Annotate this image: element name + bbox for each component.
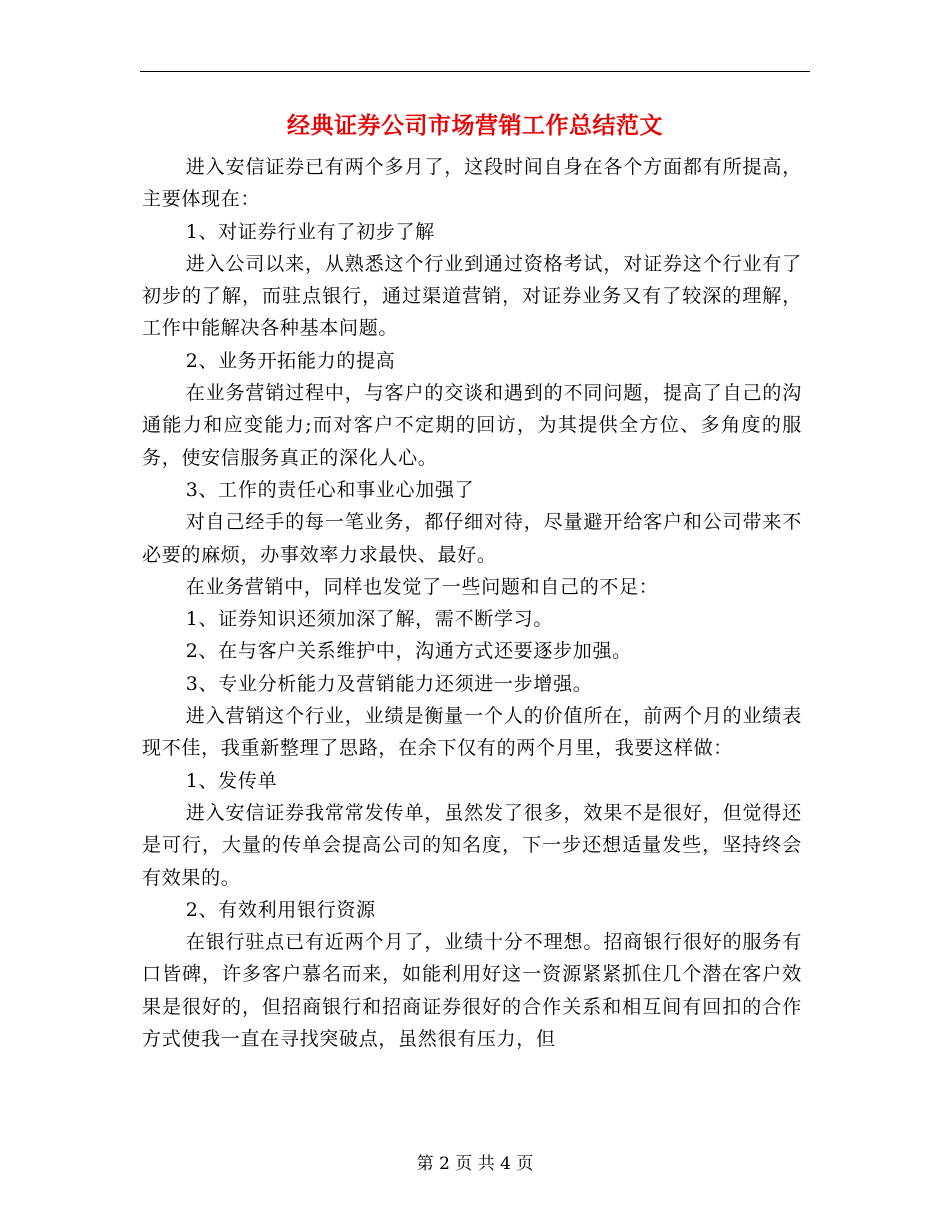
section-heading: 1、对证券行业有了初步了解: [185, 220, 435, 243]
section-heading: 2、业务开拓能力的提高: [185, 349, 396, 372]
document-title: 经典证券公司市场营销工作总结范文: [287, 113, 663, 139]
paragraph: 在业务营销过程中，与客户的交谈和遇到的不同问题，提高了自己的沟通能力和应变能力;而对客户不定期的回访，为其提供全方位、多角度的服务，使安信服务真正的深化人心。: [142, 382, 802, 469]
list-item: 1、证券知识还须加深了解，需不断学习。: [185, 608, 554, 631]
paragraph: 在业务营销中，同样也发觉了一些问题和自己的不足：: [185, 575, 659, 598]
paragraph: 进入安信证券已有两个多月了，这段时间自身在各个方面都有所提高，主要体现在：: [142, 156, 802, 211]
section-heading: 1、发传单: [185, 769, 278, 792]
paragraph: 对自己经手的每一笔业务，都仔细对待，尽量避开给客户和公司带来不必要的麻烦，办事效率力求最快、最好。: [142, 511, 802, 566]
paragraph: 进入安信证券我常常发传单，虽然发了很多，效果不是很好，但觉得还是可行，大量的传单会提高公司的知名度，下一步还想适量发些，坚持终会有效果的。: [142, 801, 802, 889]
section-heading: 3、工作的责任心和事业心加强了: [185, 478, 475, 501]
paragraph: 进入营销这个行业，业绩是衡量一个人的价值所在，前两个月的业绩表现不佳，我重新整理了思路，在余下仅有的两个月里，我要这样做：: [142, 705, 802, 760]
list-item: 3、专业分析能力及营销能力还须进一步增强。: [185, 672, 593, 695]
paragraph: 进入公司以来，从熟悉这个行业到通过资格考试，对证券这个行业有了初步的了解，而驻点银行，通过渠道营销，对证券业务又有了较深的理解，工作中能解决各种基本问题。: [142, 252, 802, 340]
section-heading: 2、有效利用银行资源: [185, 898, 376, 921]
header-rule: [140, 71, 810, 72]
document-body: [142, 151, 802, 1055]
paragraph: 在银行驻点已有近两个月了，业绩十分不理想。招商银行很好的服务有口皆碑，许多客户慕名而来，如能利用好这一资源紧紧抓住几个潜在客户效果是很好的，但招商银行和招商证券很好的合作关系和相互间有回扣的合作方式使我一直在寻找突破点，虽然很有压力，但: [142, 931, 802, 1051]
page-number: 第 2 页 共 4 页: [416, 1154, 534, 1174]
list-item: 2、在与客户关系维护中，沟通方式还要逐步加强。: [185, 640, 632, 663]
